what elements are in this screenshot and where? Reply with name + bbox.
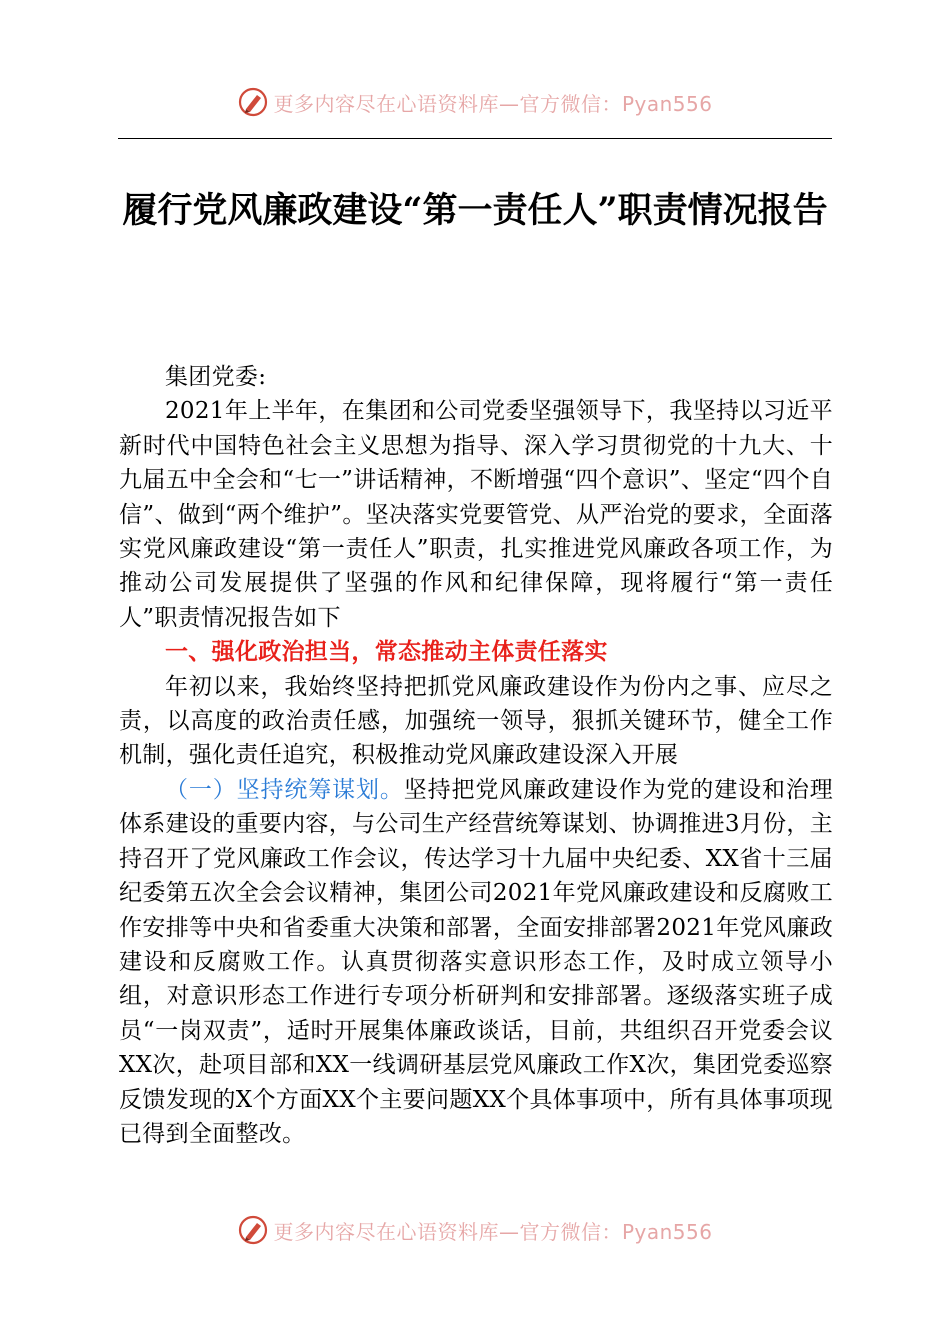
intro-paragraph: 2021年上半年，在集团和公司党委坚强领导下，我坚持以习近平新时代中国特色社会主义思想为指导、深入学习贯彻党的十九大、十九届五中全会和“七一”讲话精神，不断增强“四个意识”、坚定“四个自信”、做到“两个维护”。坚决落实党要管党、从严治党的要求，全面落实党风廉政建设“第一责任人”职责，扎实推进党风廉政各项工作，为推动公司发展提供了坚强的作风和纪律保障，现将履行“第一责任人”职责情况报告如下	[119, 398, 833, 631]
footer-banner	[0, 1210, 950, 1250]
banner-text: 更多内容尽在心语资料库—官方微信：Pyan556	[273, 91, 713, 116]
sub1-paragraph	[119, 773, 833, 1151]
pen-logo-icon	[237, 1214, 269, 1246]
header-divider	[118, 138, 832, 139]
sub1-heading: （一）坚持统筹谋划。	[165, 776, 404, 803]
document-title: 履行党风廉政建设“第一责任人”职责情况报告	[122, 190, 828, 231]
header-banner	[0, 82, 950, 122]
document-body	[119, 360, 833, 1151]
banner-text: 更多内容尽在心语资料库—官方微信：Pyan556	[273, 1219, 713, 1244]
pen-logo-icon	[237, 86, 269, 118]
section1-heading: 一、强化政治担当，常态推动主体责任落实	[165, 639, 608, 666]
sub1-text: 坚持把党风廉政建设作为党的建设和治理体系建设的重要内容，与公司生产经营统筹谋划、协调推进3月份，主持召开了党风廉政工作会议，传达学习十九届中央纪委、XX省十三届纪委第五次全会会议精神，集团公司2021年党风廉政建设和反腐败工作安排等中央和省委重大决策和部署，全面安排部署2021年党风廉政建设和反腐败工作。认真贯彻落实意识形态工作，及时成立领导小组，对意识形态工作进行专项分析研判和安排部署。逐级落实班子成员“一岗双责”，适时开展集体廉政谈话，目前，共组织召开党委会议XX次，赴项目部和XX一线调研基层党风廉政工作X次，集团党委巡察反馈发现的X个方面XX个主要问题XX个具体事项中，所有具体事项现已得到全面整改。	[119, 776, 833, 1147]
section1-paragraph: 年初以来，我始终坚持把抓党风廉政建设作为份内之事、应尽之责，以高度的政治责任感，加强统一领导，狠抓关键环节，健全工作机制，强化责任追究，积极推动党风廉政建设深入开展	[119, 673, 833, 769]
salutation: 集团党委:	[165, 364, 267, 390]
